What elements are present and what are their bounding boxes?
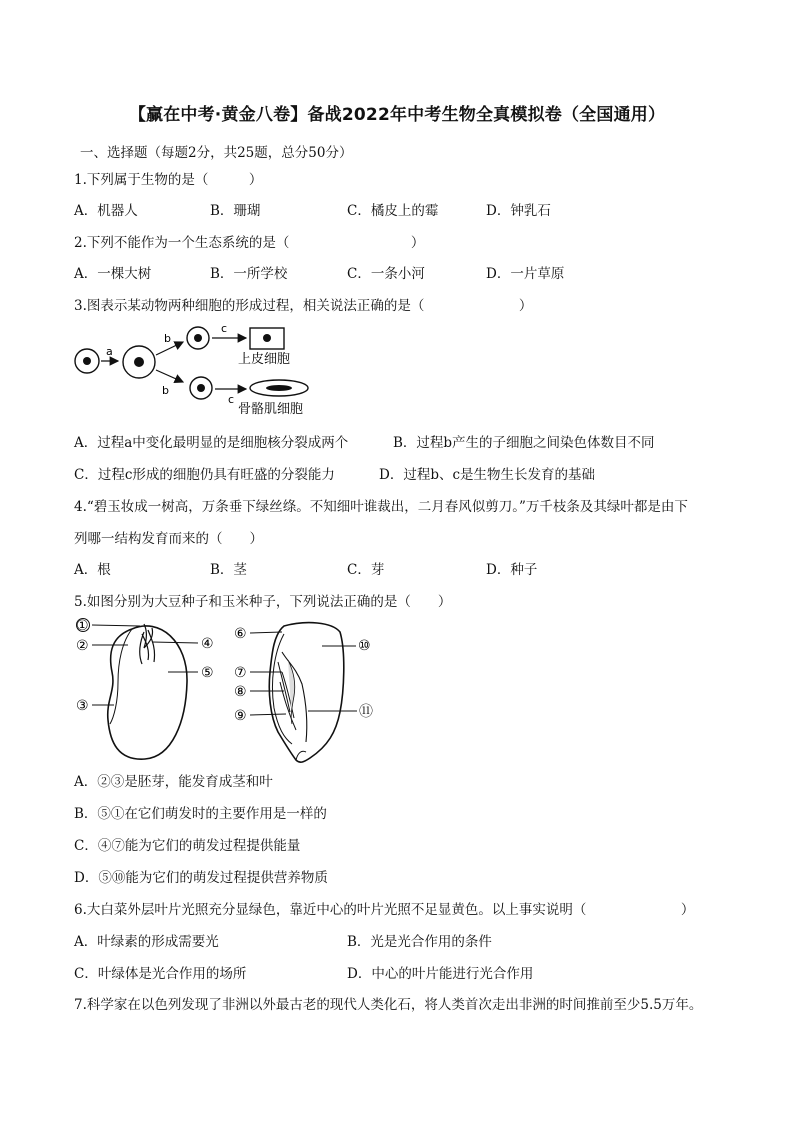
- q5-option-d: D．⑤⑩能为它们的萌发过程提供营养物质: [74, 870, 328, 886]
- cell-formation-diagram: [70, 318, 330, 422]
- corn-label-9-text: ⑨: [234, 708, 247, 724]
- label-c-lower: c: [228, 393, 235, 406]
- q4-option-c: C．芽: [347, 562, 385, 578]
- q2-option-a: A．一棵大树: [74, 266, 152, 282]
- q6-option-a: A．叶绿素的形成需要光: [74, 934, 219, 950]
- seed-diagram: [70, 612, 390, 767]
- q1-option-b: B．珊瑚: [210, 203, 261, 219]
- q3-option-c: C．过程c形成的细胞仍具有旺盛的分裂能力: [74, 467, 335, 483]
- bean-label-5-text: ⑤: [201, 665, 214, 681]
- q3-option-d: D．过程b、c是生物生长发育的基础: [379, 467, 596, 483]
- q4-option-d: D．种子: [486, 562, 538, 578]
- divided-cell: [123, 346, 155, 378]
- skeletal-muscle-cell: [250, 380, 308, 396]
- q5-option-a: A．②③是胚芽，能发育成茎和叶: [74, 774, 273, 790]
- q1-option-d: D．钟乳石: [486, 203, 551, 219]
- q6-option-c: C．叶绿体是光合作用的场所: [74, 966, 247, 982]
- q5-option-c: C．④⑦能为它们的萌发过程提供能量: [74, 838, 301, 854]
- bean-leader-1: [92, 625, 140, 626]
- label-b-lower: b: [162, 384, 169, 397]
- arrow-b-lower: [156, 370, 183, 382]
- bean-label-4-text: ④: [201, 636, 214, 652]
- corn-seed: [269, 623, 344, 763]
- epithelial-cell-label: 上皮细胞: [238, 352, 291, 367]
- upper-daughter-cell: [187, 327, 209, 349]
- corn-label-7-text: ⑦: [234, 665, 247, 681]
- q4-option-a: A．根: [74, 562, 111, 578]
- q3-option-b: B．过程b产生的子细胞之间染色体数目不同: [393, 435, 655, 451]
- bean-label-3-text: ③: [76, 698, 89, 714]
- bean-label-2-text: ②: [76, 638, 89, 654]
- q2-option-d: D．一片草原: [486, 266, 565, 282]
- question-4-stem-line-1: 4.“碧玉妆成一树高，万条垂下绿丝绦。不知细叶谁裁出，二月春风似剪刀。”万千枝条及其绿叶都是由下: [74, 499, 688, 515]
- question-5-stem: 5.如图分别为大豆种子和玉米种子，下列说法正确的是（ ）: [74, 594, 452, 610]
- q5-option-b: B．⑤①在它们萌发时的主要作用是一样的: [74, 806, 327, 822]
- q2-option-c: C．一条小河: [347, 266, 425, 282]
- question-6-stem: 6.大白菜外层叶片光照充分显绿色，靠近中心的叶片光照不足显黄色。以上事实说明（ ）: [74, 902, 695, 918]
- question-2-stem: 2.下列不能作为一个生态系统的是（ ）: [74, 235, 425, 251]
- label-a: a: [106, 345, 113, 358]
- q1-option-c: C．橘皮上的霉: [347, 203, 439, 219]
- section-heading: 一、选择题（每题2分，共25题，总分50分）: [80, 145, 353, 161]
- skeletal-muscle-cell-label: 骨骼肌细胞: [238, 402, 304, 417]
- bean-label-1-text: ①: [76, 618, 89, 634]
- bean-seed: [108, 624, 187, 759]
- lower-daughter-cell: [190, 377, 212, 399]
- q1-option-a: A．机器人: [74, 203, 138, 219]
- q4-option-b: B．茎: [210, 562, 247, 578]
- corn-label-6-text: ⑥: [234, 626, 247, 642]
- corn-leader-6: [250, 632, 282, 633]
- epithelial-cell: [250, 328, 284, 349]
- label-b-upper: b: [164, 332, 171, 345]
- original-cell: [75, 349, 99, 373]
- corn-label-11-text: ⑪: [359, 704, 373, 720]
- question-4-stem-line-2: 列哪一结构发育而来的（ ）: [74, 531, 263, 547]
- q2-option-b: B．一所学校: [210, 266, 288, 282]
- question-1-stem: 1.下列属于生物的是（ ）: [74, 172, 263, 188]
- q3-option-a: A．过程a中变化最明显的是细胞核分裂成两个: [74, 435, 349, 451]
- corn-label-10-text: ⑩: [358, 638, 371, 654]
- exam-title: 【赢在中考·黄金八卷】备战2022年中考生物全真模拟卷（全国通用）: [128, 105, 666, 125]
- corn-label-8-text: ⑧: [234, 684, 247, 700]
- label-c-upper: c: [221, 322, 228, 335]
- q6-option-b: B．光是光合作用的条件: [347, 934, 492, 950]
- question-7-stem: 7.科学家在以色列发现了非洲以外最古老的现代人类化石，将人类首次走出非洲的时间推前至少5.5万年。: [74, 997, 703, 1013]
- q6-option-d: D．中心的叶片能进行光合作用: [347, 966, 534, 982]
- question-3-stem: 3.图表示某动物两种细胞的形成过程，相关说法正确的是（ ）: [74, 298, 533, 314]
